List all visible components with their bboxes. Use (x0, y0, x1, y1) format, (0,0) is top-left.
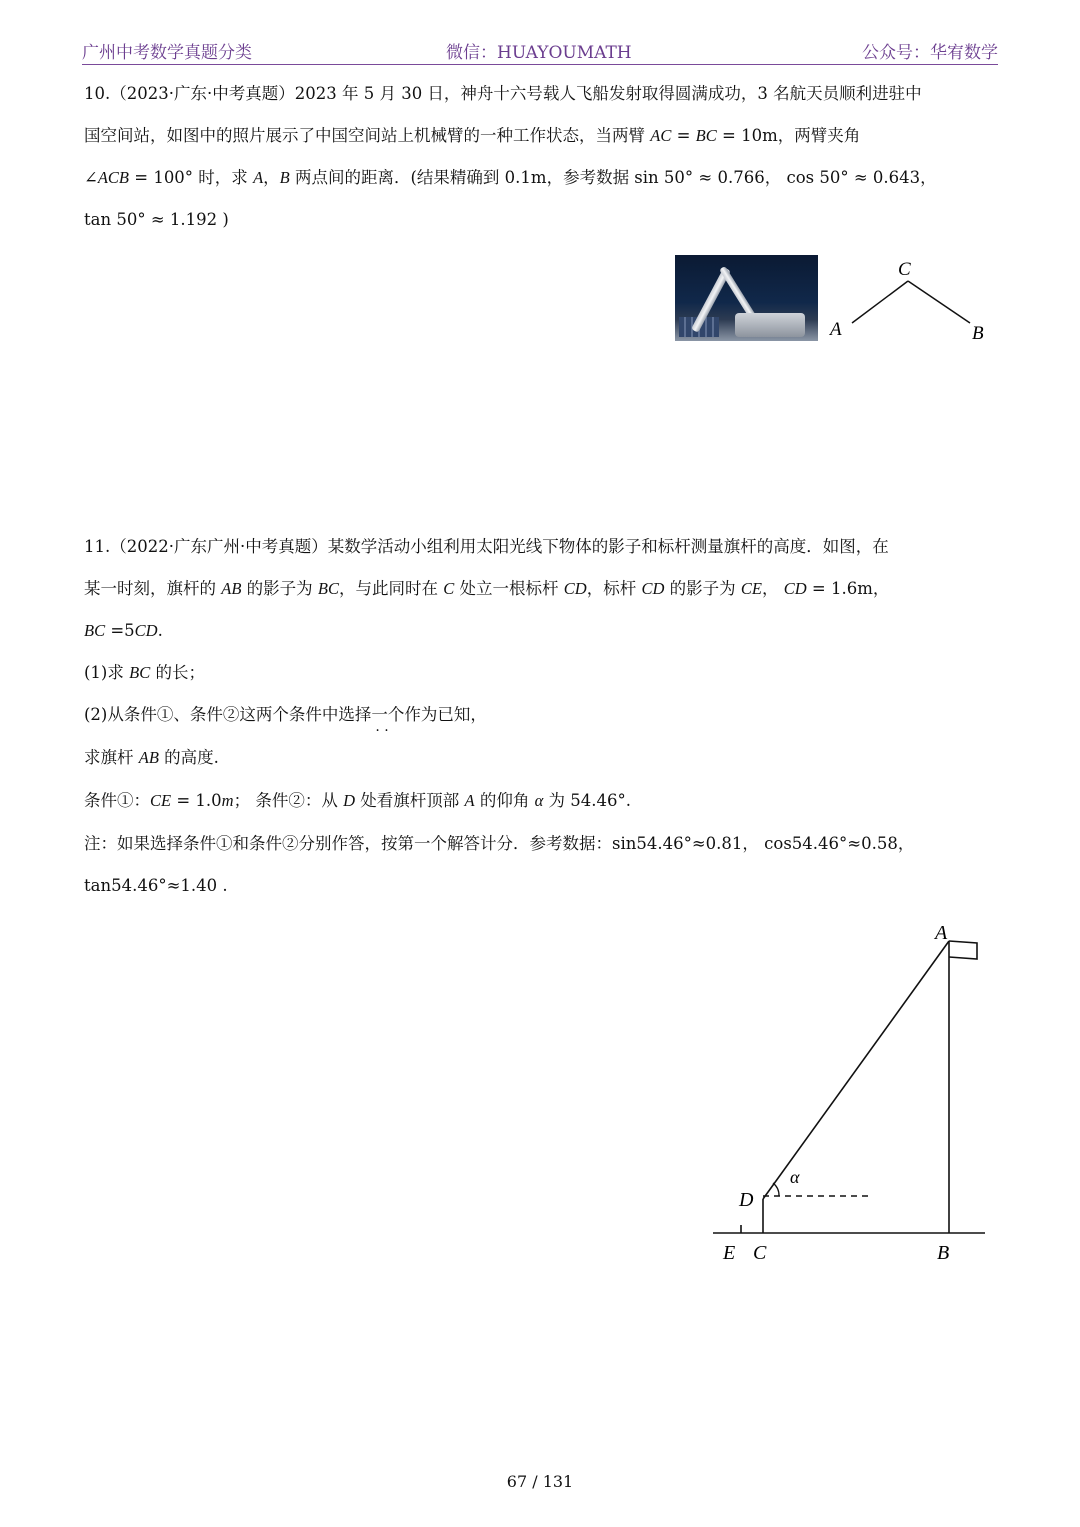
q11-sub2-ask: 求旗杆 AB 的高度. (84, 748, 219, 767)
q11-line3: BC =5CD. (84, 621, 163, 640)
space-station-arm-photo (675, 255, 818, 341)
page-number: 67 / 131 (506, 1472, 574, 1491)
q11-note: 注：如果选择条件①和条件②分别作答，按第一个解答计分．参考数据：sin54.46°≈0.81， cos54.46°≈0.58， (84, 834, 915, 853)
q11-sub2: (2)从条件①、条件②这两个条件中选择一个 · ·作为已知， (84, 703, 487, 727)
q10-triangle-diagram (820, 255, 1000, 350)
q11-line2: 某一时刻，旗杆的 AB 的影子为 BC，与此同时在 C 处立一根标杆 CD，标杆 CD 的影子为 CE， CD = 1.6m， (84, 579, 890, 598)
q10-line2: 国空间站，如图中的照片展示了中国空间站上机械臂的一种工作状态，当两臂 AC = BC = 10m，两臂夹角 (84, 126, 861, 145)
station-module (735, 313, 805, 337)
label-e: E (723, 1242, 736, 1264)
header-wechat: 微信：HUAYOUMATH (446, 43, 632, 63)
label-b: B (972, 323, 984, 344)
label-d: D (739, 1189, 754, 1211)
arm-bc (908, 281, 970, 323)
q11-line1: 11.（2022·广东广州·中考真题）某数学活动小组利用太阳光线下物体的影子和标杆测量旗杆的高度．如图，在 (84, 537, 889, 556)
q11-conditions: 条件①：CE = 1.0m； 条件②：从 D 处看旗杆顶部 A 的仰角 α 为 54.46°. (84, 791, 631, 810)
q10-line1: 10.（2023·广东·中考真题）2023 年 5 月 30 日，神舟十六号载人飞船发射取得圆满成功，3 名航天员顺利进驻中 (84, 84, 922, 103)
label-a: A (830, 319, 842, 340)
flag (949, 941, 977, 959)
q10-line3: ∠ACB = 100° 时，求 A，B 两点间的距离．(结果精确到 0.1m，参考数据 sin 50° ≈ 0.766， cos 50° ≈ 0.643， (84, 168, 937, 187)
q11-note-2: tan54.46°≈1.40 . (84, 876, 228, 895)
q11-sub1: (1)求 BC 的长； (84, 663, 205, 682)
header-series-title: 广州中考数学真题分类 (82, 43, 252, 63)
label-c: C (898, 259, 911, 280)
label-c: C (753, 1242, 767, 1264)
q10-line4: tan 50° ≈ 1.192 ) (84, 210, 229, 229)
header-account: 公众号：华宥数学 (862, 43, 998, 63)
page-header (82, 36, 998, 65)
label-b: B (937, 1242, 950, 1264)
label-alpha: α (790, 1167, 800, 1187)
arm-ac (852, 281, 908, 323)
sightline-da (763, 941, 949, 1199)
label-a: A (935, 922, 948, 944)
q11-flagpole-diagram (705, 915, 995, 1275)
